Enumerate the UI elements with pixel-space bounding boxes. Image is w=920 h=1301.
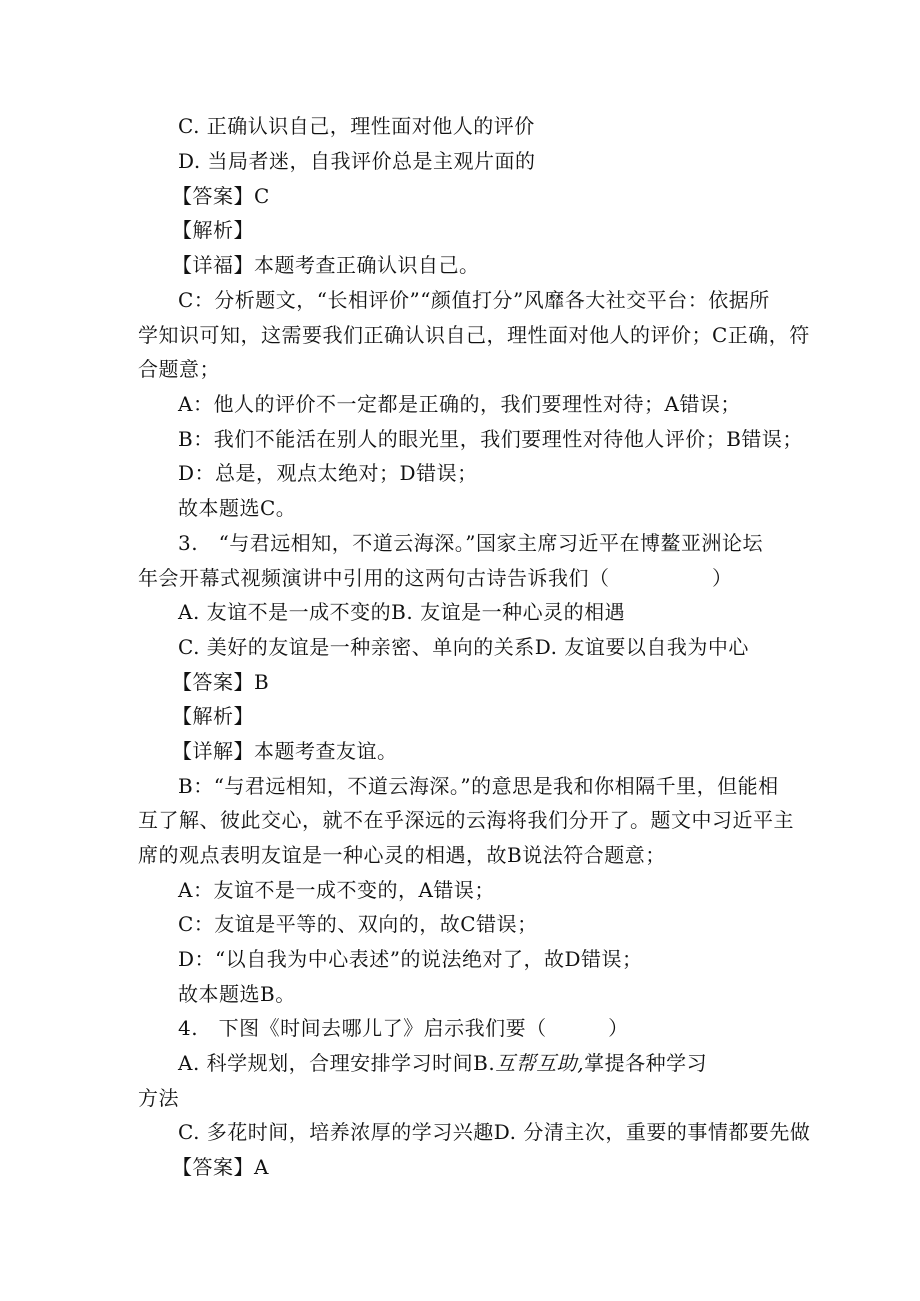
explanation-b-line2: 互了解、彼此交心，就不在乎深远的云海将我们分开了。题文中习近平主: [138, 808, 794, 832]
explanation-c-line3: 合题意；: [138, 357, 220, 381]
question-4-options-ab: [178, 1051, 707, 1075]
analysis-heading: 【解析】: [172, 218, 254, 242]
question-3-line1: 3. “与君远相知，不道云海深。”国家主席习近平在博鳌亚洲论坛: [178, 531, 764, 555]
explanation-b-line1: B：“与君远相知，不道云海深。”的意思是我和你相隔千里，但能相: [178, 774, 779, 798]
option-c-line: C. 正确认识自己，理性面对他人的评价: [178, 114, 535, 138]
detail-line: 【详福】本题考查正确认识自己。: [172, 253, 480, 277]
explanation-b-line: B：我们不能活在别人的眼光里，我们要理性对待他人评价；B错误；: [178, 427, 803, 451]
explanation-d-line: D：总是，观点太绝对；D错误；: [178, 461, 478, 485]
conclusion-line: 故本题选B。: [178, 982, 296, 1006]
option-a-text: A. 科学规划，合理安排学习时间B.: [178, 1051, 496, 1075]
conclusion-line: 故本题选C。: [178, 496, 297, 520]
answer-line: 【答案】C: [172, 184, 270, 208]
question-4-options-cd: C. 多花时间，培养浓厚的学习兴趣D. 分清主次，重要的事情都要先做: [178, 1120, 811, 1144]
answer-line: 【答案】B: [172, 670, 270, 694]
analysis-heading: 【解析】: [172, 704, 254, 728]
question-3-options-cd: C. 美好的友谊是一种亲密、单向的关系D. 友谊要以自我为中心: [178, 635, 749, 659]
explanation-c-line2: 学知识可知，这需要我们正确认识自己，理性面对他人的评价；C正确，符: [138, 323, 810, 347]
option-b-rest-text: 掌提各种学习: [584, 1051, 708, 1075]
explanation-a-line: A：他人的评价不一定都是正确的，我们要理性对待；A错误；: [178, 392, 741, 416]
explanation-d-line: D：“以自我为中心表述”的说法绝对了，故D错误；: [178, 947, 643, 971]
detail-line: 【详解】本题考查友谊。: [172, 739, 398, 763]
explanation-b-line3: 席的观点表明友谊是一种心灵的相遇，故B说法符合题意；: [138, 843, 666, 867]
explanation-c-line1: C：分析题文，“长相评价”“颜值打分”风靡各大社交平台：依据所: [178, 288, 770, 312]
question-4-options-ab-continued: 方法: [138, 1086, 179, 1110]
explanation-a-line: A：友谊不是一成不变的，A错误；: [178, 878, 495, 902]
option-b-italic-text: 互帮互助,: [495, 1051, 585, 1075]
explanation-c-line: C：友谊是平等的、双向的，故C错误；: [178, 912, 538, 936]
answer-line: 【答案】A: [172, 1155, 269, 1179]
question-3-options-ab: A. 友谊不是一成不变的B. 友谊是一种心灵的相遇: [178, 600, 626, 624]
question-4-line: 4. 下图《时间去哪儿了》启示我们要（ ）: [178, 1016, 629, 1040]
question-3-line2: 年会开幕式视频演讲中引用的这两句古诗告诉我们（ ）: [138, 566, 733, 590]
option-d-line: D. 当局者迷，自我评价总是主观片面的: [178, 149, 536, 173]
